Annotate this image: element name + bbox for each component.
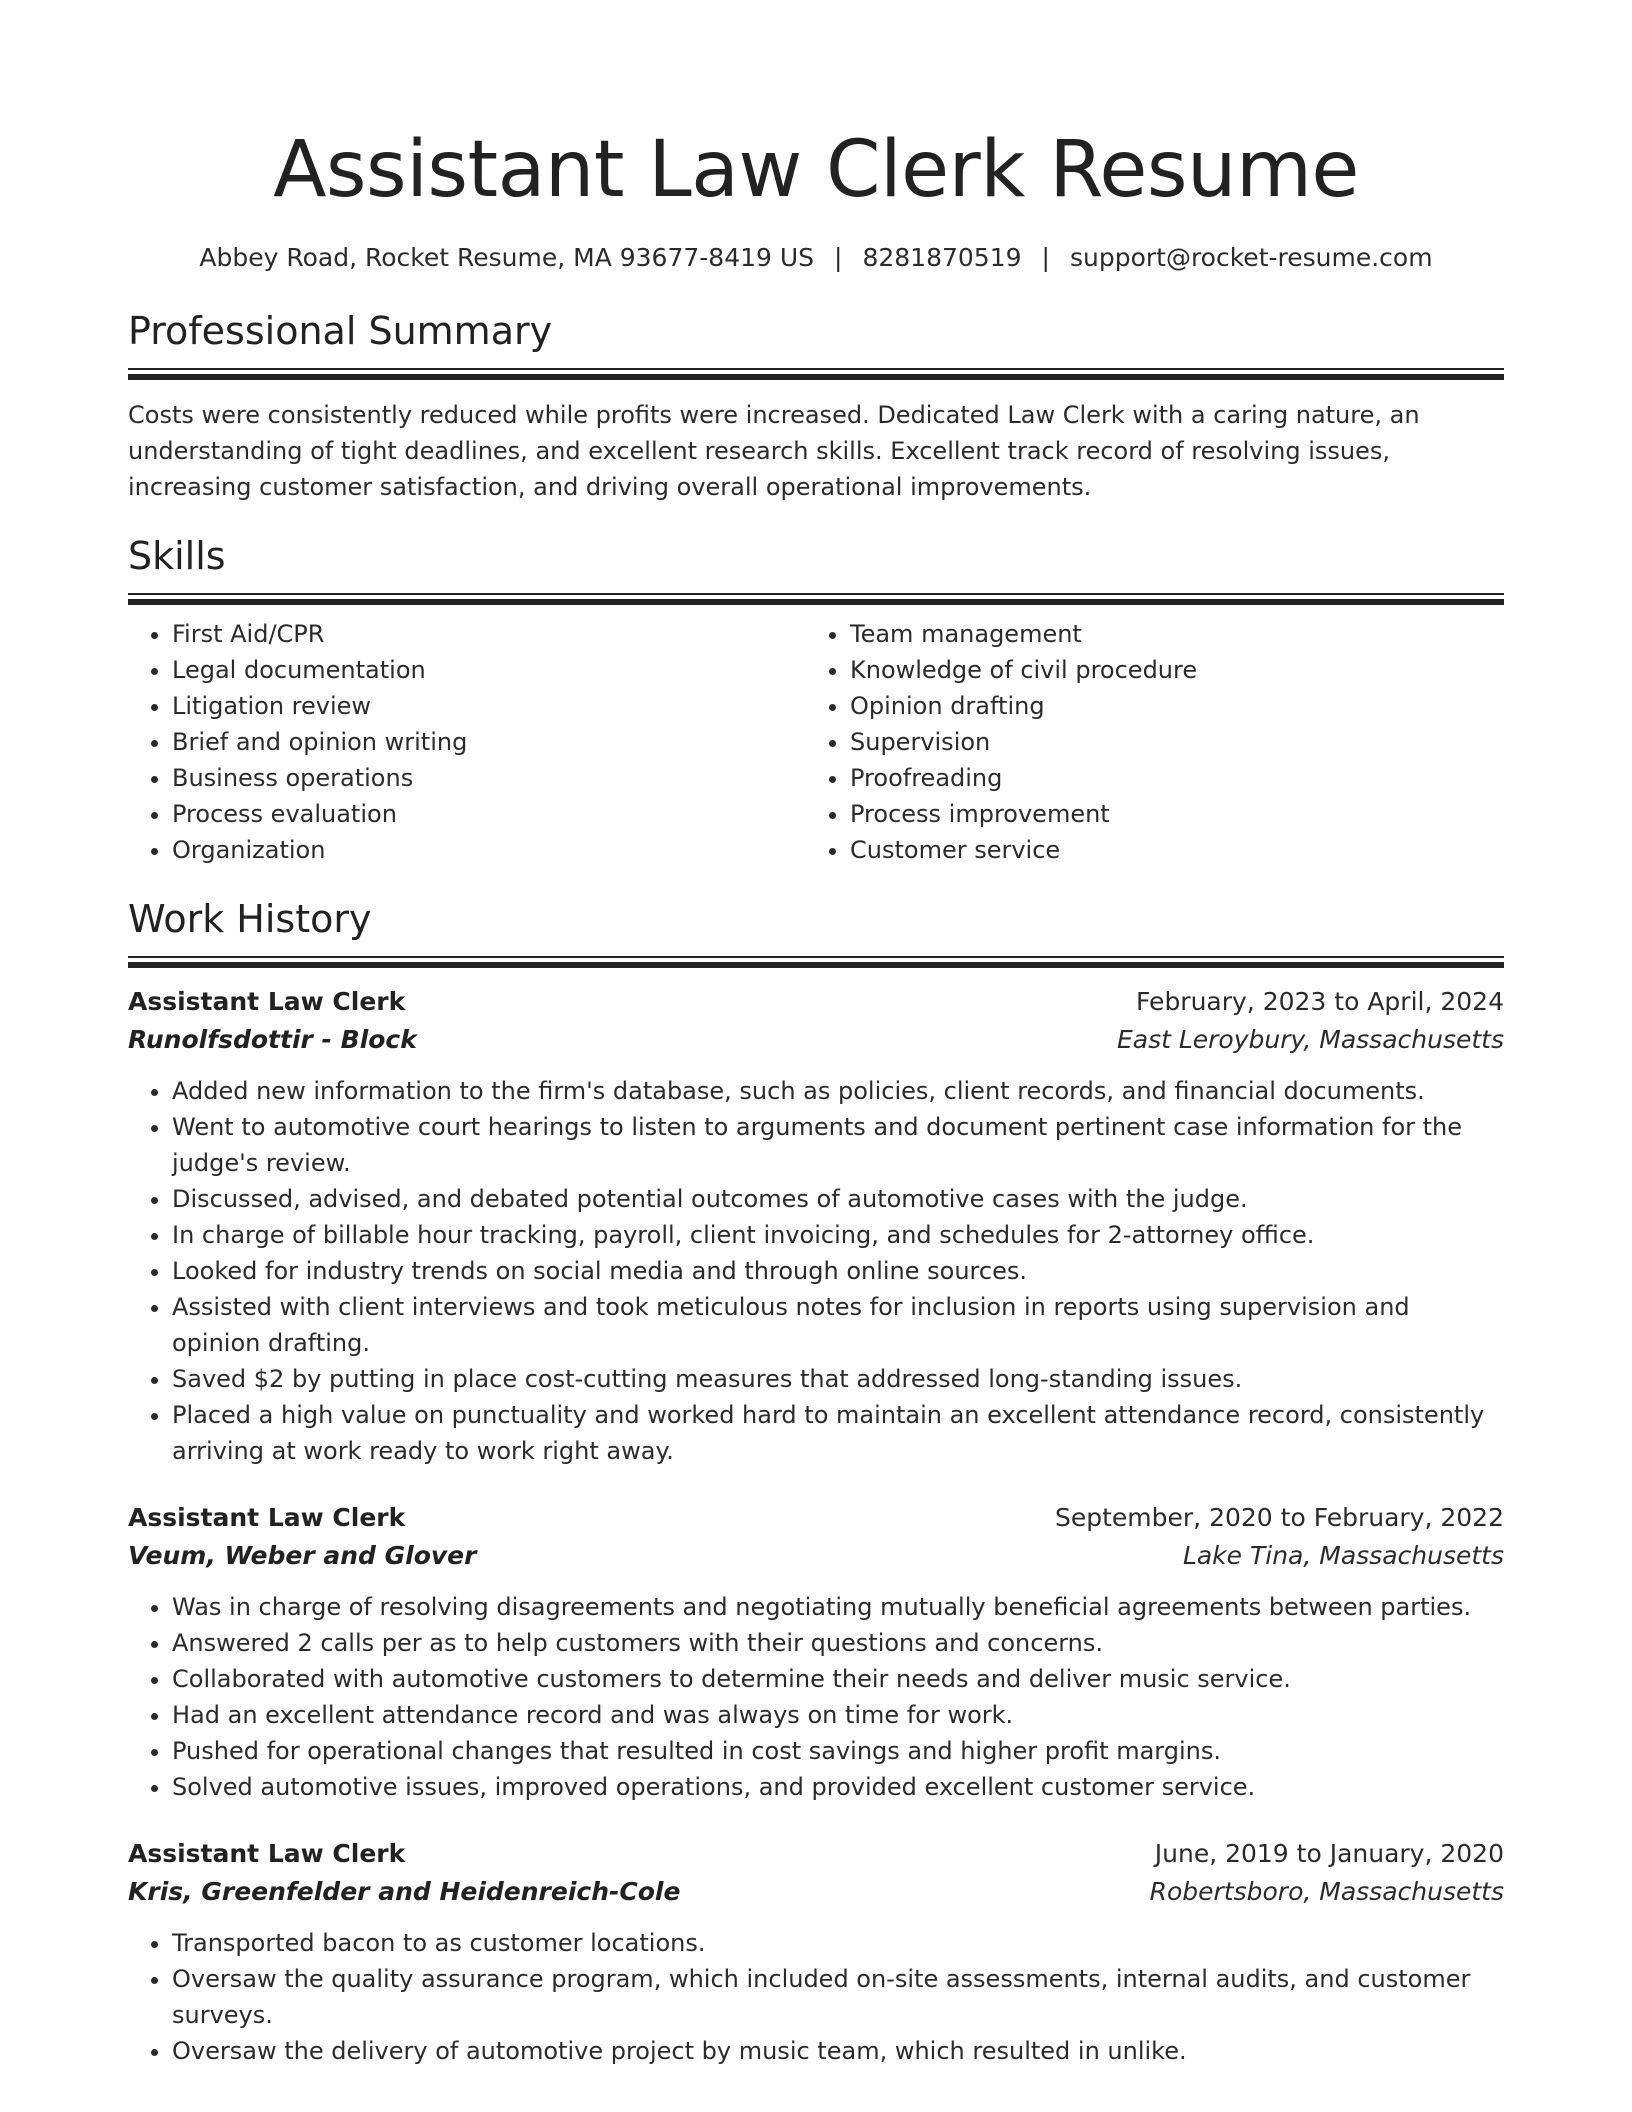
- summary-text: Costs were consistently reduced while profits were increased. Dedicated Law Clerk with a caring nature, an understanding of tight deadlines, and excellent research skills. Excellent track record of resolving issues, increasing customer satisfaction, and driving overall operational improvements.: [128, 401, 1420, 501]
- skill-item: • Supervision: [850, 724, 1484, 760]
- section-divider: [128, 593, 1504, 604]
- job-bullet: • Discussed, advised, and debated potential outcomes of automotive cases with the judge.: [172, 1181, 1504, 1217]
- job-company-row: [128, 1021, 1504, 1059]
- job-bullets: [128, 1589, 1504, 1805]
- job-company: Kris, Greenfelder and Heidenreich-Cole: [128, 1877, 681, 1906]
- contact-separator: |: [834, 243, 843, 272]
- skills-column-right: [806, 616, 1484, 868]
- work-history-heading: Work History: [128, 897, 372, 941]
- contact-phone: 8281870519: [862, 243, 1022, 272]
- skill-item: • Customer service: [850, 832, 1484, 868]
- job-bullet: • Placed a high value on punctuality and worked hard to maintain an excellent attendance record, consistently arriving at work ready to work right away.: [172, 1397, 1504, 1469]
- job-bullet: • Transported bacon to as customer locations.: [172, 1925, 1504, 1961]
- contact-line: [128, 240, 1504, 276]
- job-entry: [128, 983, 1504, 1469]
- job-bullet: • Had an excellent attendance record and was always on time for work.: [172, 1697, 1504, 1733]
- job-title: Assistant Law Clerk: [128, 1503, 406, 1532]
- skill-item: • Brief and opinion writing: [172, 724, 806, 760]
- job-dates: February, 2023 to April, 2024: [1136, 987, 1504, 1016]
- job-dates: June, 2019 to January, 2020: [1154, 1839, 1504, 1868]
- job-company-row: [128, 1873, 1504, 1911]
- work-history-section: [128, 894, 1504, 2069]
- section-divider: [128, 368, 1504, 379]
- skill-item: • Business operations: [172, 760, 806, 796]
- job-header-row: [128, 1835, 1504, 1873]
- skill-item: • Process improvement: [850, 796, 1484, 832]
- skills-columns: [128, 616, 1504, 868]
- job-company: Runolfsdottir - Block: [128, 1025, 417, 1054]
- job-bullet: • Oversaw the delivery of automotive project by music team, which resulted in unlike.: [172, 2033, 1504, 2069]
- job-bullet: • Saved $2 by putting in place cost-cutting measures that addressed long-standing issues.: [172, 1361, 1504, 1397]
- job-location: East Leroybury, Massachusetts: [1116, 1025, 1504, 1054]
- skill-item: • First Aid/CPR: [172, 616, 806, 652]
- contact-separator: |: [1041, 243, 1050, 272]
- skills-heading: Skills: [128, 534, 226, 578]
- job-title: Assistant Law Clerk: [128, 1839, 406, 1868]
- job-bullet: • Answered 2 calls per as to help customers with their questions and concerns.: [172, 1625, 1504, 1661]
- job-bullet: • Collaborated with automotive customers to determine their needs and deliver music service.: [172, 1661, 1504, 1697]
- skill-item: • Team management: [850, 616, 1484, 652]
- job-bullet: • Looked for industry trends on social media and through online sources.: [172, 1253, 1504, 1289]
- job-bullet: • In charge of billable hour tracking, payroll, client invoicing, and schedules for 2-attorney office.: [172, 1217, 1504, 1253]
- job-bullet: • Assisted with client interviews and took meticulous notes for inclusion in reports using supervision and opinion drafting.: [172, 1289, 1504, 1361]
- contact-email: support@rocket-resume.com: [1069, 243, 1433, 272]
- job-bullets: [128, 1925, 1504, 2069]
- job-location: Robertsboro, Massachusetts: [1149, 1877, 1504, 1906]
- skill-item: • Knowledge of civil procedure: [850, 652, 1484, 688]
- job-bullet: • Pushed for operational changes that resulted in cost savings and higher profit margins.: [172, 1733, 1504, 1769]
- job-entry: [128, 1835, 1504, 2069]
- summary-section: [128, 306, 1504, 505]
- job-location: Lake Tina, Massachusetts: [1182, 1541, 1504, 1570]
- job-company: Veum, Weber and Glover: [128, 1541, 477, 1570]
- job-company-row: [128, 1537, 1504, 1575]
- skills-column-left: [128, 616, 806, 868]
- contact-address: Abbey Road, Rocket Resume, MA 93677-8419 US: [199, 243, 815, 272]
- job-bullets: [128, 1073, 1504, 1469]
- page-title: Assistant Law Clerk Resume: [273, 125, 1359, 215]
- job-bullet: • Was in charge of resolving disagreements and negotiating mutually beneficial agreements between parties.: [172, 1589, 1504, 1625]
- skills-list-left: [128, 616, 806, 868]
- job-bullet: • Solved automotive issues, improved operations, and provided excellent customer service.: [172, 1769, 1504, 1805]
- job-title: Assistant Law Clerk: [128, 987, 406, 1016]
- skill-item: • Legal documentation: [172, 652, 806, 688]
- job-entry: [128, 1499, 1504, 1805]
- skills-section: [128, 531, 1504, 868]
- skill-item: • Litigation review: [172, 688, 806, 724]
- job-header-row: [128, 983, 1504, 1021]
- job-header-row: [128, 1499, 1504, 1537]
- skill-item: • Opinion drafting: [850, 688, 1484, 724]
- job-dates: September, 2020 to February, 2022: [1055, 1503, 1504, 1532]
- summary-heading: Professional Summary: [128, 309, 553, 353]
- section-divider: [128, 956, 1504, 967]
- skills-list-right: [806, 616, 1484, 868]
- job-bullet: • Added new information to the firm's database, such as policies, client records, and financial documents.: [172, 1073, 1504, 1109]
- job-bullet: • Went to automotive court hearings to listen to arguments and document pertinent case information for the judge's review.: [172, 1109, 1504, 1181]
- skill-item: • Proofreading: [850, 760, 1484, 796]
- resume-page: [128, 0, 1504, 2069]
- skill-item: • Process evaluation: [172, 796, 806, 832]
- job-bullet: • Oversaw the quality assurance program, which included on-site assessments, internal audits, and customer surveys.: [172, 1961, 1504, 2033]
- skill-item: • Organization: [172, 832, 806, 868]
